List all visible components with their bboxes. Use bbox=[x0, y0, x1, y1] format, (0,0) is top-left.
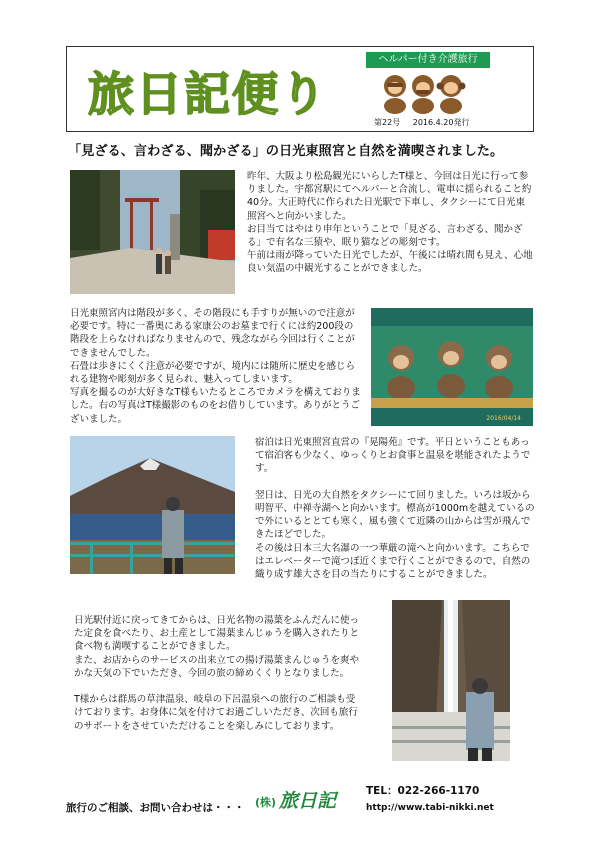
paragraph: 写真を撮るのが大好きなT様もいたるところでカメラを構えておりました。右の写真はT様撮影のものをお借りしています。ありがとうございました。 bbox=[70, 387, 361, 425]
newsletter-title-logo bbox=[84, 58, 334, 124]
paragraph bbox=[74, 680, 364, 693]
three-wise-monkeys-icon bbox=[380, 70, 466, 114]
company-logo bbox=[255, 786, 351, 812]
paragraph: 石畳は歩きにくく注意が必要ですが、境内には随所に歴史を感じられる建物や彫刻が多く見られ、魅入ってしまいます。 bbox=[70, 360, 356, 386]
photo-date-stamp: 2016/04/14 bbox=[486, 415, 521, 422]
section-1-text bbox=[247, 170, 533, 276]
service-badge: ヘルパー付き介護旅行 bbox=[366, 52, 490, 68]
photo-toshogu-entrance bbox=[70, 170, 235, 294]
paragraph: 宿泊は日光東照宮直営の『晃陽苑』です。平日ということもあって宿泊客も少なく、ゆっくりとお食事と温泉を堪能されたようです。 bbox=[255, 437, 531, 475]
photo-three-monkeys-carving bbox=[371, 308, 533, 426]
footer-inquiry: 旅行のご相談、お問い合わせは・・・ bbox=[66, 802, 245, 814]
headline: 「見ざる、言わざる、聞かざる」の日光東照宮と自然を満喫されました。 bbox=[68, 144, 504, 159]
paragraph: その後は日本三大名瀑の一つ華厳の滝へと向かいます。こちらではエレベーターで滝つぼ近くまで行くことができるので、自然の織り成す雄大さを目の当たりにすることができました。 bbox=[255, 542, 531, 581]
company-prefix: (株) bbox=[255, 796, 277, 809]
paragraph: 午前は雨が降っていた日光でしたが、午後には晴れ間も見え、心地良い気温の中観光することができました。 bbox=[247, 250, 533, 275]
issue-date: 2016.4.20発行 bbox=[412, 118, 470, 127]
paragraph: また、お店からのサービスの出来立ての揚げ湯葉まんじゅうを爽やかな天気の下でいただき、今回の旅の締めくくりとなりました。 bbox=[74, 654, 360, 679]
paragraph: お目当てはやはり申年ということで「見ざる、言わざる、聞かざる」で有名な三猿や、眠り猫などの彫刻です。 bbox=[247, 223, 523, 249]
paragraph: 日光駅付近に戻ってきてからは、日光名物の湯葉をふんだんに使った定食を食べたり、お土産として湯葉まんじゅうを購入されたりと食べ物も満喫することができました。 bbox=[74, 615, 360, 653]
photo-kegon-falls bbox=[392, 600, 510, 761]
photo-lake-chuzenji bbox=[70, 436, 235, 574]
section-4-text bbox=[74, 614, 364, 733]
issue-info bbox=[374, 118, 524, 128]
paragraph: 翌日は、日光の大自然をタクシーにて回りました。いろは坂から明智平、中禅寺湖へと向かいます。標高が1000mを越えているので外にいるととても寒く、風も強くて近隣の山からは雪が飛んできたほどでした。 bbox=[255, 489, 535, 541]
section-3-text bbox=[255, 436, 535, 581]
company-name: 旅日記 bbox=[279, 790, 337, 812]
paragraph: 日光東照宮内は階段が多く、その階段にも手すりが無いので注意が必要です。特に一番奥にある家康公のお墓まで行くには約200段の階段を上らなければなりませんので、残念ながら今回は行くことができませんでした。 bbox=[70, 308, 355, 359]
paragraph bbox=[255, 476, 535, 489]
newsletter-title: 旅日記便り bbox=[88, 67, 328, 121]
issue-number: 第22号 bbox=[374, 118, 401, 127]
footer-tel: TEL：022-266-1170 bbox=[366, 785, 480, 797]
section-2-text bbox=[70, 307, 362, 426]
paragraph: 昨年、大阪より松島観光にいらしたT様と、今回は日光に行って参りました。宇都宮駅にてヘルパーと合流し、電車に揺られること約40分。大正時代に作られた日光駅で下車し、タクシーにて日光東照宮へと向かいました。 bbox=[247, 171, 532, 222]
paragraph: T様からは群馬の草津温泉、岐阜の下呂温泉への旅行のご相談も受けております。お身体に気を付けてお過ごしいただき、次回も旅行のサポートをさせていただけることを楽しみにしております。 bbox=[74, 694, 358, 732]
footer-url[interactable]: http://www.tabi-nikki.net bbox=[366, 803, 494, 813]
